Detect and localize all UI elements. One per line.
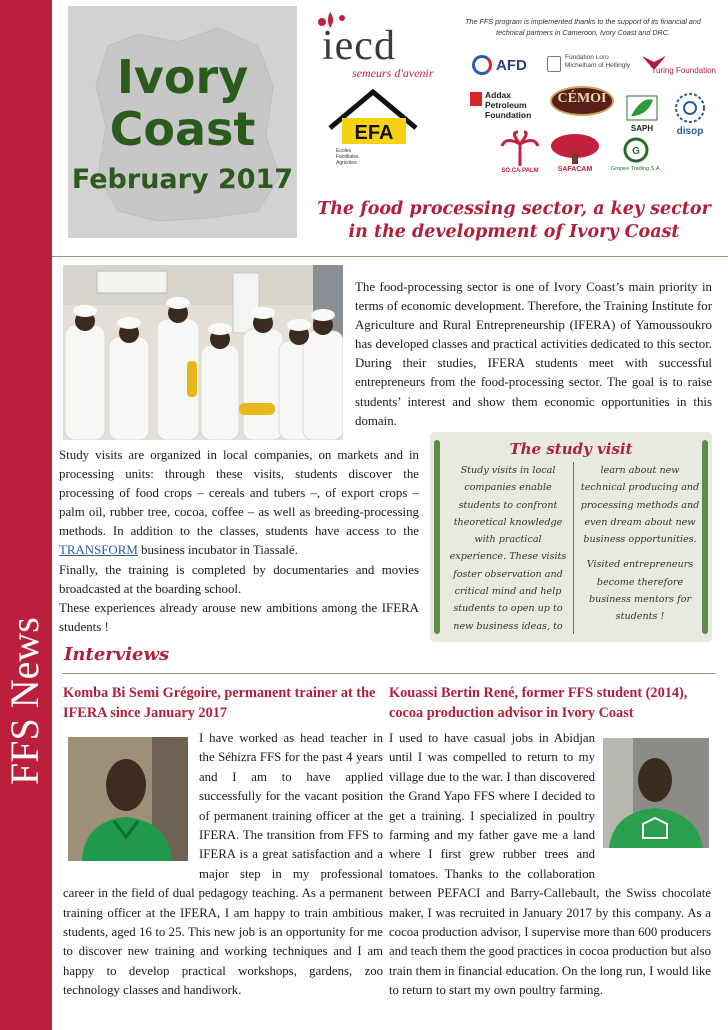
- study-visits-text: [59, 446, 419, 637]
- sidebar-band: [0, 0, 52, 1030]
- visits-paragraph-3: These experiences already arouse new ambitions among the IFERA students !: [59, 600, 419, 634]
- safacam-logo: [549, 132, 601, 178]
- iecd-logo: [314, 8, 454, 80]
- iecd-wordmark: iecd: [322, 23, 396, 69]
- title-box: [68, 6, 297, 238]
- study-col2-p1: learn about new technical producing and processing methods and even dream about new business opportunities.: [580, 465, 700, 546]
- study-col2-p2: Visited entrepreneurs become therefore business mentors for students !: [586, 559, 694, 623]
- komba-text-body: I have worked as head teacher in the Séhizra FFS for the past 4 years and I am to have applied successfully for the vacant position of permanent training officer at the IFERA. The transition from FFS to IFERA is a great satisfaction and a major step in my professional career in the field of dual pedagogy teaching. As a permanent training officer at the IFERA, I am happy to train ambitious students, aged 16 to 25. This new job is an opportunity for me to discover new training and working techniques and I am happy to develop practical workshops, gardens, zoo technology classes and handiwork.: [63, 731, 383, 998]
- socapalm-wordmark: SO.CA.PALM: [501, 168, 539, 174]
- komba-interview-title: Komba Bi Semi Grégoire, permanent trainer at the IFERA since January 2017: [63, 685, 376, 721]
- iecd-tagline: semeurs d'avenir: [352, 66, 434, 80]
- komba-portrait: [68, 737, 188, 861]
- gropee-circle-icon: [616, 136, 656, 166]
- afd-wordmark: AFD: [496, 57, 527, 74]
- efa-logo: [326, 88, 420, 166]
- saph-wordmark: SAPH: [630, 124, 654, 133]
- sidebar-label: FFS News: [2, 617, 47, 785]
- svg-text:Ecoles: Ecoles: [336, 148, 352, 154]
- study-box-col-1: Study visits in local companies enable students to confront theoretical knowledge with practical experience. These visits foster observation and critical mind and help students to open up to new business ideas, to: [449, 465, 567, 632]
- students-lab-image: [63, 265, 343, 440]
- saph-leaf-icon: [625, 94, 659, 122]
- headline-line-1: The food processing sector, a key sector: [317, 199, 711, 219]
- addax-square-icon: [470, 92, 482, 106]
- kouassi-portrait: [603, 738, 709, 848]
- title-line-2: Coast: [109, 102, 256, 156]
- afd-logo: [472, 54, 538, 78]
- transform-link[interactable]: TRANSFORM: [59, 543, 138, 558]
- visits-paragraph-1: [59, 446, 419, 561]
- headline: [300, 198, 728, 244]
- kouassi-portrait-image: [603, 738, 709, 848]
- support-note: The FFS program is implemented thanks to the support of its financial and technical partners in Cameroon, Ivory Coast and DRC.: [465, 17, 701, 37]
- loro-logo: [547, 54, 631, 80]
- visits-paragraph-2: Finally, the training is completed by documentaries and movies broadcasted at the boarding school.: [59, 562, 419, 596]
- kouassi-text-body: I used to have casual jobs in Abidjan until I was compelled to return to my village due to the war. I than discovered the Grand Yapo FFS where I decided to get a training. I specialized in poultry farming and my father gave me a land where I first grew rubber trees and tomatoes. Thanks to the collaboration between PEFACI and Barry-Callebault, the Swiss chocolate maker, I was recruited in January 2017 by this company. As a cocoa production advisor, I supervise more than 600 producers and teach them the good practices in cocoa production but also train them in financial education. On the long run, I would like to return to start my own poultry farming.: [389, 731, 711, 998]
- svg-text:G: G: [632, 146, 640, 157]
- study-box-col-2: [580, 462, 700, 634]
- study-box-divider: [573, 462, 574, 634]
- cemoi-logo: [550, 86, 614, 120]
- interviews-divider: [62, 673, 716, 674]
- komba-portrait-image: [68, 737, 188, 861]
- visits-p1-end: business incubator in Tiassalé.: [137, 543, 298, 558]
- safacam-wordmark: SAFACAM: [557, 166, 593, 173]
- loro-seal-icon: [547, 56, 561, 72]
- study-visit-box: [430, 432, 712, 642]
- issue-date: February 2017: [71, 164, 294, 195]
- visits-p1-start: Study visits are organized in local companies, on markets and in processing units: through these visits, students discover the processing of food crops – cereals and tubers –, of export crops – palm oil, rubber tree, cocoa, coffee – as well as breeding-processing methods. In addition to the classes, students have access to the: [59, 448, 419, 539]
- addax-wordmark: Addax Petroleum Foundation: [485, 90, 532, 120]
- cemoi-wordmark: CÉMOI: [557, 91, 607, 106]
- turing-wordmark: Turing Foundation: [651, 66, 716, 75]
- students-photo: [63, 265, 343, 440]
- interviews-heading: Interviews: [64, 644, 170, 665]
- turing-logo: [640, 52, 720, 86]
- header-divider: [52, 256, 728, 257]
- study-box-title: The study visit: [509, 440, 633, 458]
- afd-ring-icon: [472, 55, 492, 75]
- kouassi-interview-title: Kouassi Bertin René, former FFS student (2014), cocoa production advisor in Ivory Coast: [389, 685, 688, 721]
- intro-paragraph: The food-processing sector is one of Ivory Coast’s main priority in terms of economic development. Therefore, the Training Institute for Agriculture and Rural Entrepreneurship (IFERA) of Yamoussoukro has developed classes and practical activities dedicated to this sector. During their studies, IFERA students meet with successful entrepreneurs from the food-processing sector. The goal is to raise students’ interest and show them economic opportunities in this domain.: [355, 280, 712, 428]
- svg-text:Agricoles: Agricoles: [336, 160, 357, 166]
- socapalm-logo: [500, 130, 540, 178]
- disop-globe-icon: [668, 92, 712, 126]
- title-line-1: Ivory: [116, 50, 249, 104]
- svg-text:EFA: EFA: [354, 122, 394, 144]
- efa-house-icon: [326, 88, 420, 166]
- saph-logo: [625, 94, 659, 133]
- svg-text:Familiales: Familiales: [336, 154, 359, 160]
- loro-wordmark: Fondation Loro Michelham of Hellingly: [565, 54, 631, 69]
- scroll-edge-right: [702, 440, 708, 634]
- scroll-edge-left: [434, 440, 440, 634]
- disop-wordmark: disop: [676, 126, 704, 137]
- disop-logo: [668, 92, 712, 140]
- gropee-wordmark: Gropee Trading S.A.: [610, 166, 662, 172]
- addax-logo: [470, 90, 542, 120]
- socapalm-palm-icon: [500, 130, 540, 168]
- sidebar-title: [3, 605, 47, 785]
- headline-line-2: in the development of Ivory Coast: [348, 222, 680, 242]
- safacam-tree-icon: [549, 132, 601, 166]
- gropee-logo: [610, 136, 662, 178]
